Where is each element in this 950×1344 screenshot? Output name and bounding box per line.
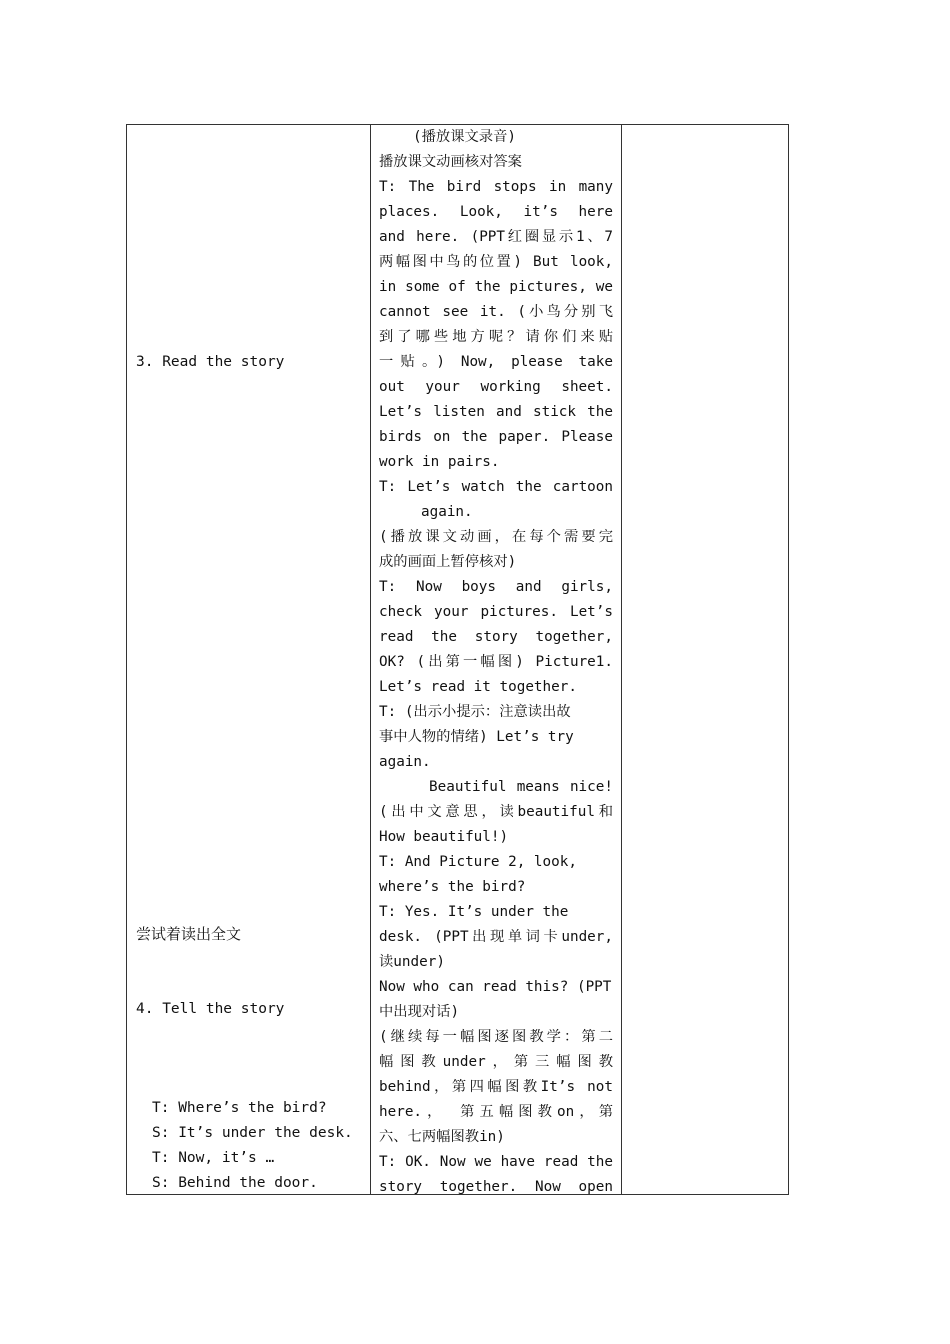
text-line: cannot see it. (小鸟分别飞: [379, 304, 613, 320]
try-read-note: 尝试着读出全文: [136, 925, 242, 943]
text-line: 事中人物的情绪) Let’s try: [379, 729, 574, 745]
dialogue-line: T: Where’s the bird?: [152, 1100, 327, 1116]
text-line: T: And Picture 2, look,: [379, 854, 577, 870]
text-line: read the story together,: [379, 629, 613, 645]
text-line: places. Look, it’s here: [379, 204, 613, 220]
text-line: 幅图教under，第三幅图教: [379, 1054, 613, 1070]
text-line: Now who can read this? (PPT: [379, 979, 612, 995]
text-line: T: Yes. It’s under the: [379, 904, 569, 920]
teaching-process-column: [371, 125, 621, 1194]
text-line: Let’s read it together.: [379, 679, 577, 695]
text-line: again.: [421, 504, 473, 520]
dialogue-line: S: Behind the door.: [152, 1175, 318, 1191]
text-line: 读under): [379, 954, 445, 970]
activity-column: [127, 125, 370, 1194]
text-line: (播放课文动画，在每个需要完: [379, 529, 613, 545]
text-line: 播放课文动画核对答案: [379, 154, 522, 170]
text-line: (出中文意思，读beautiful和: [379, 804, 613, 820]
text-line: OK? (出第一幅图) Picture1.: [379, 654, 613, 670]
text-line: (播放课文录音): [413, 129, 516, 145]
text-line: 到了哪些地方呢？请你们来贴: [379, 329, 613, 345]
text-line: Beautiful means nice!: [429, 779, 613, 795]
text-line: 成的画面上暂停核对): [379, 554, 517, 570]
lesson-plan-table: [126, 124, 789, 1195]
text-line: 六、七两幅图教in): [379, 1129, 505, 1145]
text-line: here.， 第五幅图教on，第: [379, 1104, 613, 1120]
text-line: T: Let’s watch the cartoon: [379, 479, 613, 495]
text-line: (继续每一幅图逐图教学：第二: [379, 1029, 613, 1045]
section-tell-story: 4. Tell the story: [136, 1001, 285, 1017]
text-line: Let’s listen and stick the: [379, 404, 613, 420]
text-line: T: The bird stops in many: [379, 179, 613, 195]
dialogue-line: T: Now, it’s …: [152, 1150, 275, 1166]
text-line: T: Now boys and girls,: [379, 579, 613, 595]
text-line: behind，第四幅图教It’s not: [379, 1079, 613, 1095]
text-line: work in pairs.: [379, 454, 500, 470]
section-read-story: 3. Read the story: [136, 354, 285, 370]
text-line: 中出现对话): [379, 1004, 460, 1020]
text-line: in some of the pictures, we: [379, 279, 613, 295]
text-line: out your working sheet.: [379, 379, 613, 395]
dialogue-line: S: It’s under the desk.: [152, 1125, 353, 1141]
text-line: and here. (PPT红圈显示1、7: [379, 229, 613, 245]
text-line: T: OK. Now we have read the: [379, 1154, 613, 1170]
text-line: story together. Now open: [379, 1179, 613, 1195]
text-line: check your pictures. Let’s: [379, 604, 613, 620]
text-line: How beautiful!): [379, 829, 509, 845]
text-line: 一贴。) Now, please take: [379, 354, 613, 370]
text-line: where’s the bird?: [379, 879, 526, 895]
text-line: again.: [379, 754, 431, 770]
teaching-process-text: [379, 125, 613, 1200]
text-line: desk. (PPT出现单词卡under,: [379, 929, 613, 945]
notes-column: [622, 125, 788, 1194]
text-line: birds on the paper. Please: [379, 429, 613, 445]
text-line: 两幅图中鸟的位置) But look,: [379, 254, 613, 270]
text-line: T: (出示小提示：注意读出故: [379, 704, 571, 720]
